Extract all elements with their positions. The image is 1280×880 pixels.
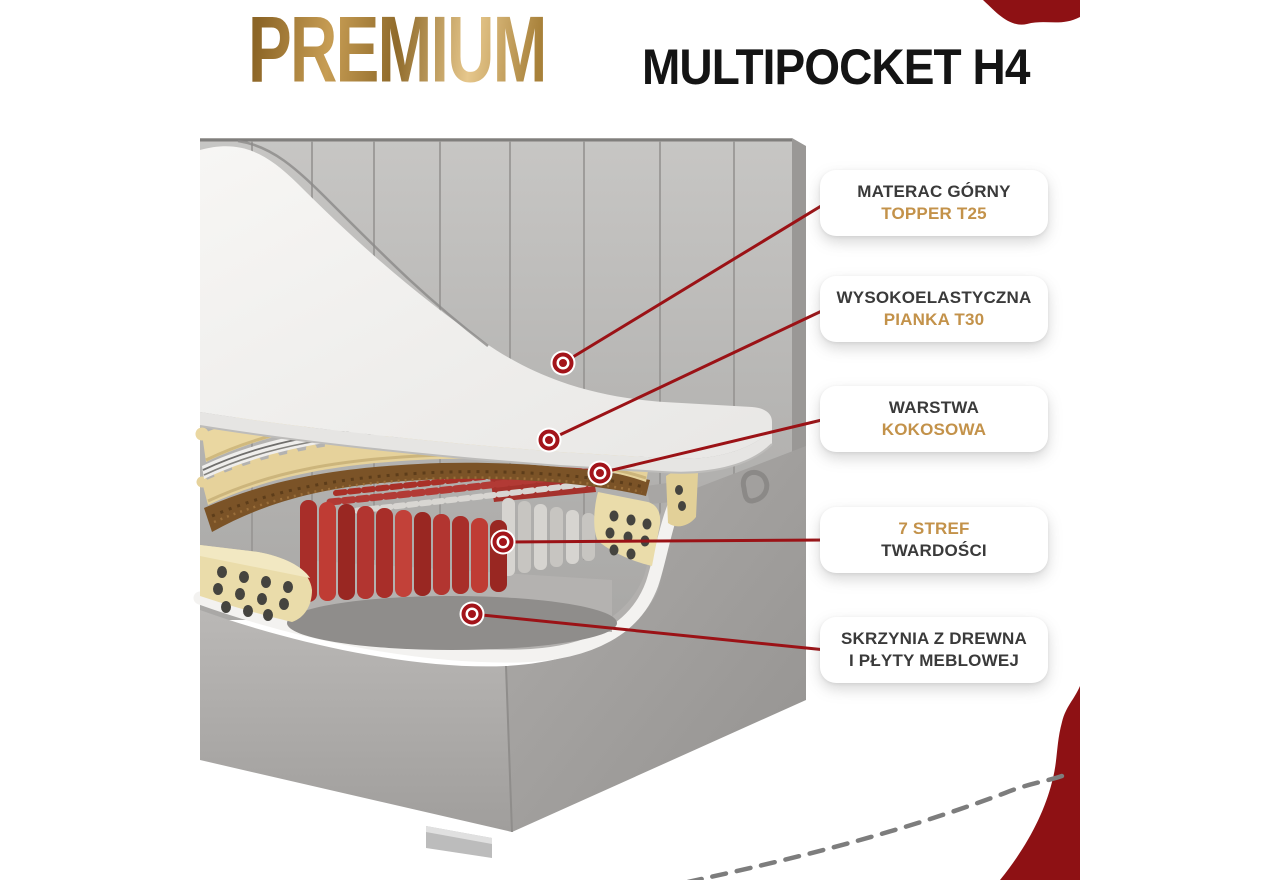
callout-dot-icon — [537, 428, 562, 453]
brand-title: PREMIUM — [248, 0, 546, 102]
callout-dot-icon — [460, 602, 485, 627]
callout-box-zones — [820, 507, 1048, 573]
page-title — [0, 0, 1280, 102]
callout-box-foam — [820, 276, 1048, 342]
callout-label: WYSOKOELASTYCZNA — [836, 288, 1032, 307]
callout-box-coconut — [820, 386, 1048, 452]
callout-label-accent: PIANKA T30 — [883, 310, 985, 329]
callout-dot-icon — [588, 461, 613, 486]
callout-label: TWARDOŚCI — [881, 541, 987, 560]
callout-label: WARSTWA — [888, 398, 980, 417]
dashed-path-icon — [688, 776, 1062, 880]
callout-dot-icon — [491, 530, 516, 555]
callout-box-frame — [820, 617, 1048, 683]
callout-dot-icon — [551, 351, 576, 376]
callout-label: SKRZYNIA Z DREWNA — [841, 629, 1027, 648]
model-title: MULTIPOCKET H4 — [642, 39, 1030, 95]
callout-label: I PŁYTY MEBLOWEJ — [848, 651, 1020, 670]
callout-label-accent: KOKOSOWA — [881, 420, 987, 439]
callout-box-topper — [820, 170, 1048, 236]
callout-label-accent: TOPPER T25 — [881, 204, 987, 223]
callout-line-4 — [503, 540, 826, 542]
callout-label: MATERAC GÓRNY — [857, 182, 1011, 201]
callout-label-accent: 7 STREF — [898, 519, 970, 538]
